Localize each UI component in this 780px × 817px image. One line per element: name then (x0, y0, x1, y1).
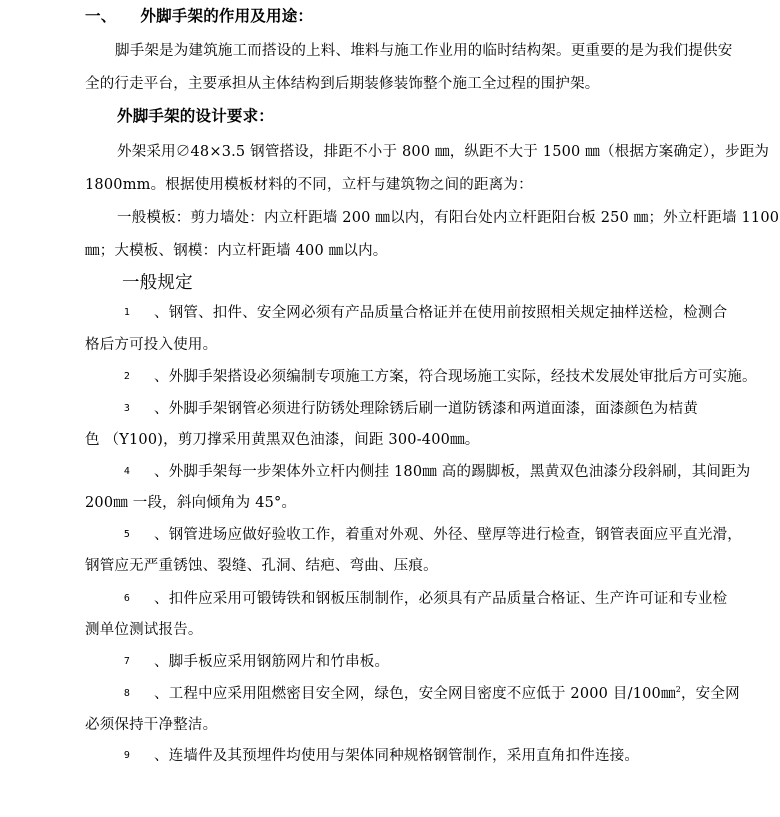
superscript: 2 (675, 685, 681, 695)
item-number: 6 (123, 593, 131, 604)
item-number: 7 (123, 656, 131, 667)
section-1-title: 外脚手架的作用及用途： (140, 6, 314, 25)
list-item (122, 462, 751, 482)
item-text: 、扣件应采用可锻铸铁和钢板压制制作，必须具有产品质量合格证、生产许可证和专业检 (154, 591, 728, 607)
section-2-para-2-line-2: ㎜；大模板、钢模：内立杆距墙 400 ㎜以内。 (85, 243, 388, 259)
list-item (122, 367, 757, 387)
section-2-para-1-line-2: 1800mm。根据使用模板材料的不同，立杆与建筑物之间的距离为： (85, 177, 533, 193)
item-text: 、钢管、扣件、安全网必须有产品质量合格证并在使用前按照相关规定抽样送检，检测合 (154, 305, 728, 321)
item-text: 、钢管进场应做好验收工作，着重对外观、外径、壁厚等进行检查，钢管表面应平直光滑， (154, 527, 742, 543)
item-number: 3 (123, 403, 131, 414)
list-item (122, 589, 727, 609)
section-3-title: 一般规定 (122, 273, 193, 293)
section-2-para-2-line-1: 一般模板：剪力墙处：内立杆距墙 200 ㎜以内，有阳台处内立杆距阳台板 250 ㎜；外立杆距墙 1100 (117, 210, 780, 226)
section-1-para-line-2: 全的行走平台，主要承担从主体结构到后期装修装饰整个施工全过程的围护架。 (85, 76, 600, 92)
item-continuation: 必须保持干净整洁。 (85, 717, 218, 733)
item-text: 、外脚手架每一步架体外立杆内侧挂 180㎜ 高的踢脚板，黑黄双色油漆分段斜刷，其间距为 (154, 464, 751, 480)
item-text: 、连墙件及其预埋件均使用与架体同种规格钢管制作，采用直角扣件连接。 (154, 748, 640, 764)
list-item (122, 746, 639, 766)
section-1-heading (85, 6, 313, 26)
item-continuation: 测单位测试报告。 (85, 622, 203, 638)
item-number: 9 (123, 750, 131, 761)
section-1-number: 一、 (85, 6, 117, 25)
item-continuation: 钢管应无严重锈蚀、裂缝、孔洞、结疤、弯曲、压痕。 (85, 558, 438, 574)
item-number: 1 (123, 307, 131, 318)
item-continuation: 色 （Y100)，剪刀撑采用黄黑双色油漆，间距 300-400㎜。 (85, 432, 480, 448)
item-number: 5 (123, 529, 131, 540)
item-number: 4 (123, 466, 131, 477)
list-item (122, 399, 698, 419)
list-item (122, 684, 740, 704)
item-text-tail: ，安全网 (680, 686, 740, 702)
section-2-title: 外脚手架的设计要求： (117, 106, 275, 125)
list-item (122, 525, 742, 545)
item-text: 、工程中应采用阻燃密目安全网，绿色，安全网目密度不应低于 2000 目/100㎜ (154, 686, 676, 702)
section-2-para-1-line-1: 外架采用∅48×3.5 钢管搭设，排距不小于 800 ㎜，纵距不大于 1500 ㎜（根据方案确定），步距为 (117, 144, 770, 160)
list-item (122, 303, 727, 323)
section-1-para-line-1: 脚手架是为建筑施工而搭设的上料、堆料与施工作业用的临时结构架。更重要的是为我们提供安 (115, 43, 733, 59)
item-continuation: 200㎜ 一段，斜向倾角为 45°。 (85, 495, 297, 511)
item-number: 8 (123, 688, 131, 699)
item-continuation: 格后方可投入使用。 (85, 337, 218, 353)
item-number: 2 (123, 371, 131, 382)
item-text: 、外脚手架搭设必须编制专项施工方案，符合现场施工实际，经技术发展处审批后方可实施。 (154, 369, 757, 385)
item-text: 、脚手板应采用钢筋网片和竹串板。 (154, 654, 390, 670)
list-item (122, 652, 389, 672)
item-text: 、外脚手架钢管必须进行防锈处理除锈后刷一道防锈漆和两道面漆，面漆颜色为桔黄 (154, 401, 698, 417)
